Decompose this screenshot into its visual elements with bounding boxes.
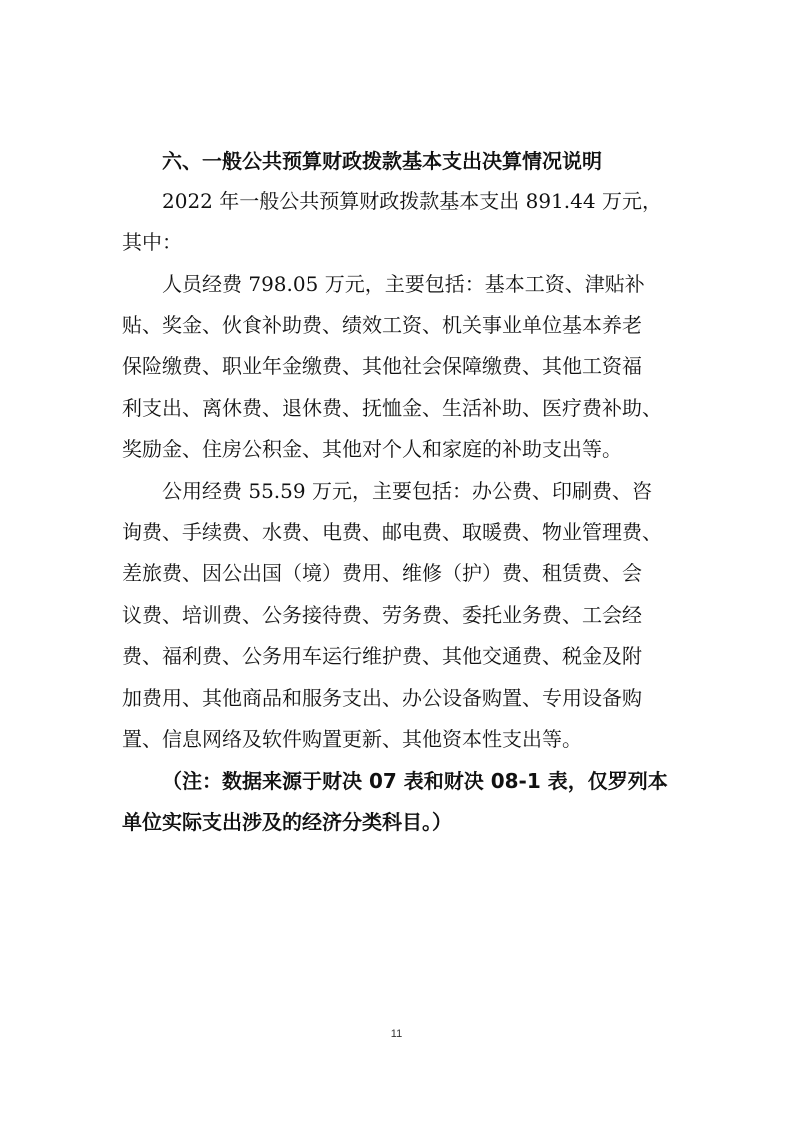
personnel-line-3: 保险缴费、职业年金缴费、其他社会保障缴费、其他工资福 xyxy=(122,354,642,378)
note-line-1: （注：数据来源于财决 07 表和财决 08-1 表，仅罗列本 xyxy=(162,769,668,793)
public-line-1: 公用经费 55.59 万元，主要包括：办公费、印刷费、咨 xyxy=(162,479,652,503)
page-number: 11 xyxy=(390,1028,403,1040)
public-line-4: 议费、培训费、公务接待费、劳务费、委托业务费、工会经 xyxy=(122,603,642,627)
personnel-line-5: 奖励金、住房公积金、其他对个人和家庭的补助支出等。 xyxy=(122,437,622,461)
personnel-line-1: 人员经费 798.05 万元，主要包括：基本工资、津贴补 xyxy=(162,272,645,296)
public-line-3: 差旅费、因公出国（境）费用、维修（护）费、租赁费、会 xyxy=(122,561,642,585)
public-line-5: 费、福利费、公务用车运行维护费、其他交通费、税金及附 xyxy=(122,644,642,668)
note-line-2: 单位实际支出涉及的经济分类科目。） xyxy=(122,810,452,834)
section-heading: 六、一般公共预算财政拨款基本支出决算情况说明 xyxy=(162,149,602,173)
public-line-7: 置、信息网络及软件购置更新、其他资本性支出等。 xyxy=(122,727,582,751)
public-line-2: 询费、手续费、水费、电费、邮电费、取暖费、物业管理费、 xyxy=(122,520,662,544)
personnel-line-2: 贴、奖金、伙食补助费、绩效工资、机关事业单位基本养老 xyxy=(122,313,642,337)
summary-line-1: 2022 年一般公共预算财政拨款基本支出 891.44 万元， xyxy=(162,189,662,213)
personnel-line-4: 利支出、离休费、退休费、抚恤金、生活补助、医疗费补助、 xyxy=(122,396,662,420)
summary-line-2: 其中： xyxy=(122,230,182,254)
public-line-6: 加费用、其他商品和服务支出、办公设备购置、专用设备购 xyxy=(122,686,642,710)
